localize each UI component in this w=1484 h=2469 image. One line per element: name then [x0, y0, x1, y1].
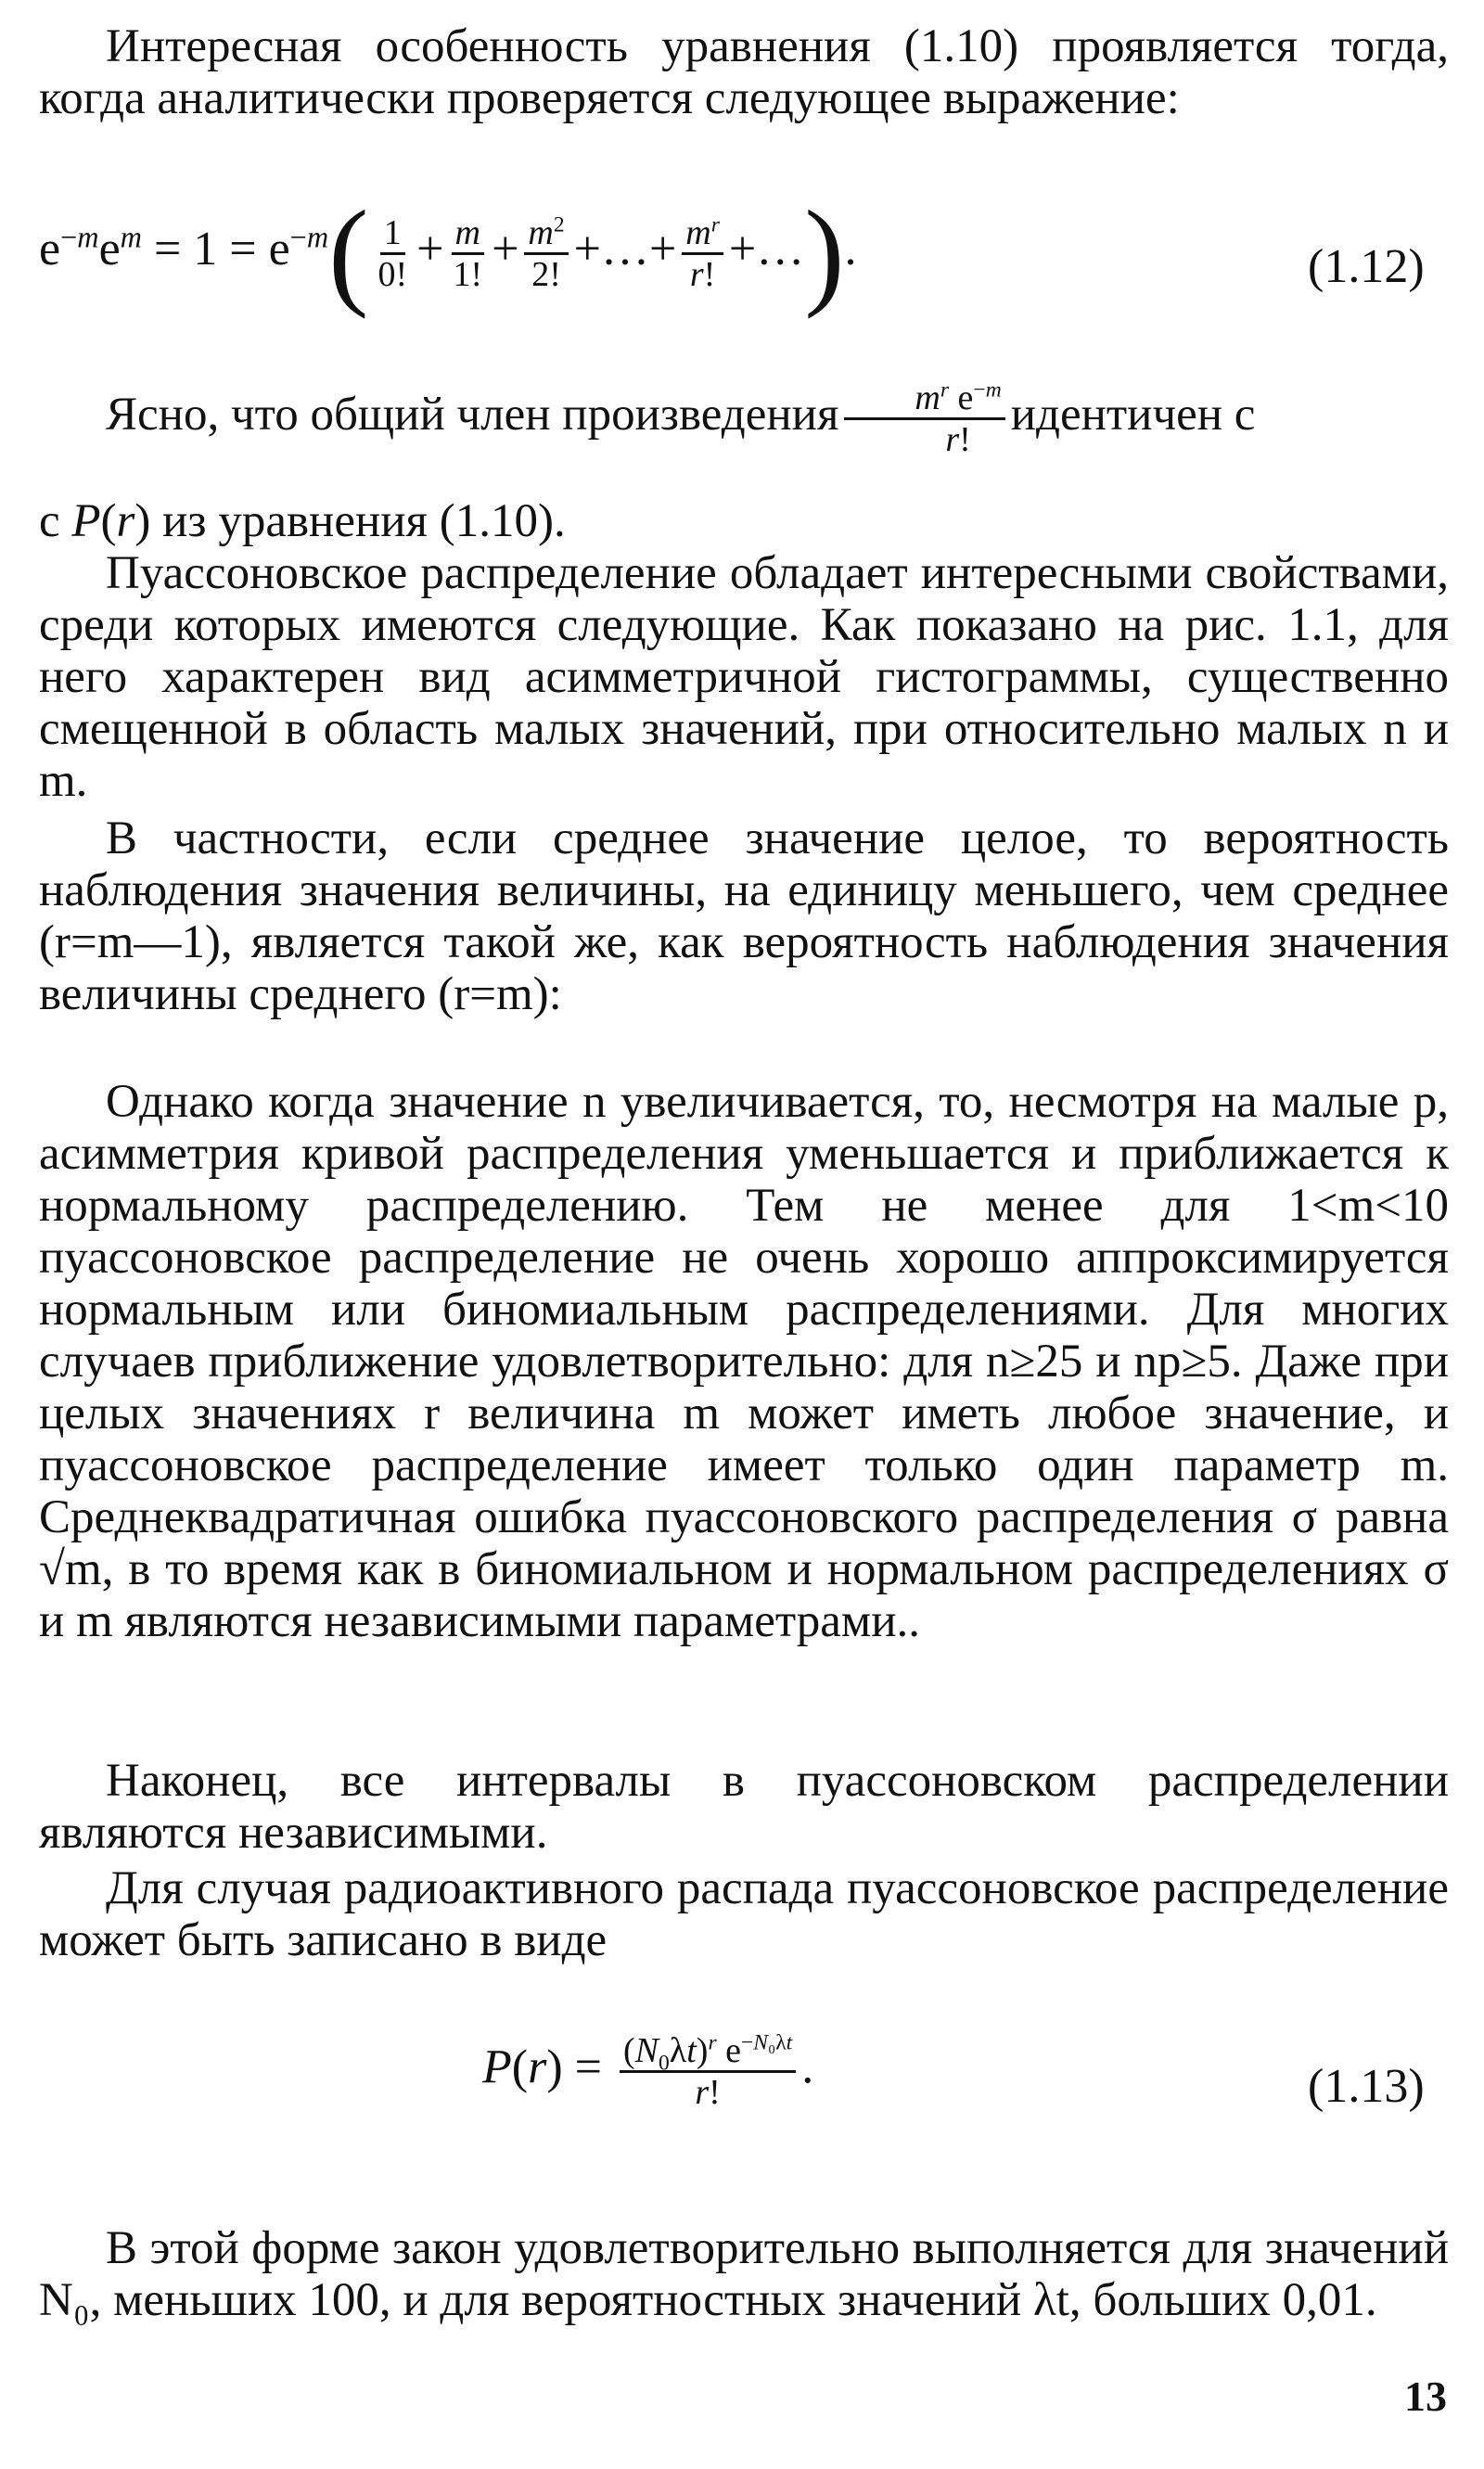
paragraph-8: В этой форме закон удовлетворительно выполняется для значений N₀, меньших 100, и для вероятностных значений λt, больших 0,01.: [39, 2222, 1449, 2326]
paragraph-2-line2: с P(r) из уравнения (1.10).: [39, 495, 566, 547]
paragraph-5: Однако когда значение n увеличивается, то, несмотря на малые p, асимметрия кривой распределения уменьшается и приближается к нормальному распределению. Тем не менее для 1<m<10 пуассоновское распределение не очень хорошо аппроксимируется нормальным или биномиальным распределениями. Для многих случаев приближение удовлетворительно: для n≥25 и np≥5. Даже при целых значениях r величина m может иметь любое значение, и пуассоновское распределение имеет только один параметр m. Среднеквадратичная ошибка пуассоновского распределения σ равна √m, в то время как в биномиальном и нормальном распределениях σ и m являются независимыми параметрами..: [39, 1076, 1449, 1647]
equation-number-1-12: (1.12): [1308, 240, 1425, 293]
paragraph-2: [39, 378, 1449, 459]
paragraph-6: Наконец, все интервалы в пуассоновском распределении являются независимыми.: [39, 1755, 1449, 1859]
paragraph-2-mid: идентичен с: [1010, 389, 1256, 441]
paragraph-2-end: из уравнения (1.10).: [162, 495, 566, 547]
inline-fraction: $\frac{m^r e^{-m}}{r!}$: [844, 378, 1004, 459]
paragraph-1: Интересная особенность уравнения (1.10) проявляется тогда, когда аналитически проверяется следующее выражение:: [39, 20, 1449, 124]
paragraph-7: Для случая радиоактивного распада пуассоновское распределение может быть записано в виде: [39, 1862, 1449, 1966]
equation-1-13: P(r) = $\frac{(N_0\lambda t)^r e^{-N_0\lambda t}}{r!}$ .: [482, 2030, 814, 2112]
page-number: 13: [1404, 2373, 1447, 2420]
paragraph-3: Пуассоновское распределение обладает интересными свойствами, среди которых имеются следующие. Как показано на рис. 1.1, для него характерен вид асимметричной гистограммы, существенно смещенной в область малых значений, при относительно малых n и m.: [39, 547, 1449, 807]
paragraph-2-start: Ясно, что общий член произведения: [106, 389, 839, 441]
equation-number-1-13: (1.13): [1308, 2060, 1425, 2113]
equation-1-12: $e^{-m}e^m = 1 = e^{-m}$( $\frac{1}{0!}$ + $\frac{m}{1!}$ + $\frac{m^2}{2!}$ +…+ $\frac{m^r}{r!}$ +…).: [39, 186, 857, 320]
paragraph-4: В частности, если среднее значение целое, то вероятность наблюдения значения величины, на единицу меньшего, чем среднее (r=m—1), является такой же, как вероятность наблюдения значения величины среднего (r=m):: [39, 812, 1449, 1020]
